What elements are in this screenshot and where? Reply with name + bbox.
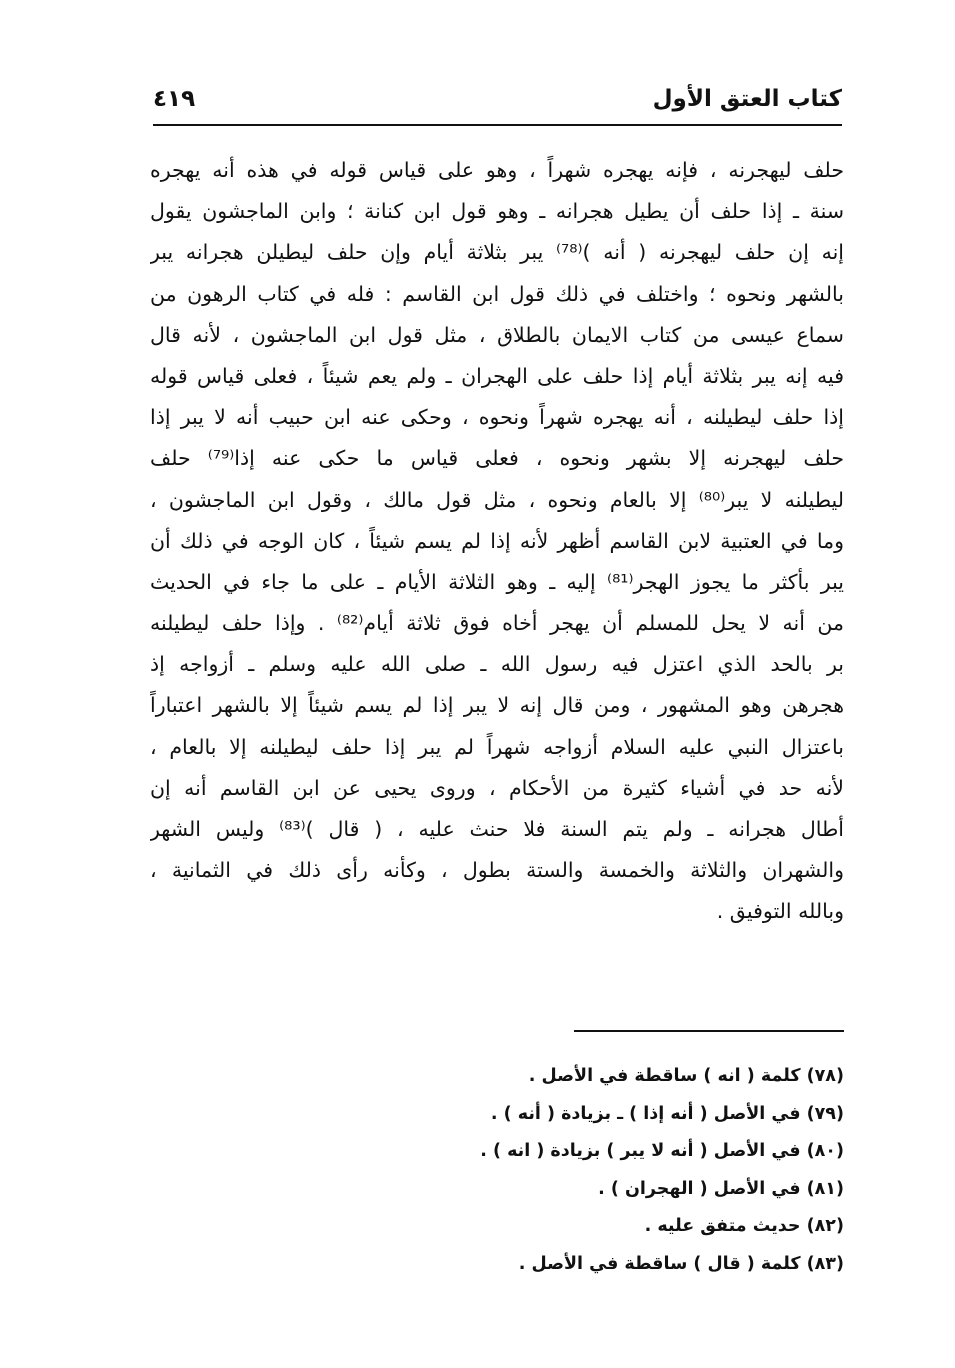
running-header-title: كتاب العتق الأول: [652, 86, 842, 112]
footnote: (٨٢) حديث متفق عليه .: [644, 1216, 844, 1236]
footnote: (٨٣) كلمة ( قال ) ساقطة في الأصل .: [518, 1253, 844, 1274]
text-line: أطال هجرانه ـ ولم يتم السنة فلا حنث عليه ، ( قال )⁽⁸³⁾ وليس الشهر: [150, 817, 844, 841]
footnote: (٨٠) في الأصل ( أنه لا يبر ) بزيادة ( انه ) .: [480, 1141, 844, 1161]
text-line: إنه إن حلف ليهجرنه ( أنه )⁽⁷⁸⁾ يبر بثلاثة أيام وإن حلف ليطيلن هجرانه يبر: [150, 240, 844, 265]
footnote: (٧٨) كلمة ( انه ) ساقطة في الأصل .: [528, 1066, 844, 1086]
page-number: ٤١٩: [153, 86, 196, 112]
header-divider: [153, 124, 842, 126]
text-line: حلف ليهجرنه ، فإنه يهجره شهراً ، وهو على قياس قوله في هذه أنه يهجره: [150, 158, 844, 182]
text-line: وبالله التوفيق .: [716, 899, 844, 924]
text-line: لأنه حد في أشياء كثيرة من الأحكام ، وروى يحيى عن ابن القاسم أنه إن: [150, 775, 844, 800]
text-line: ليطيلنه لا يبر⁽⁸⁰⁾ إلا بالعام ونحوه ، مثل قول مالك ، وقول ابن الماجشون ،: [150, 487, 844, 512]
text-line: وما في العتبية لابن القاسم أظهر لأنه إذا لم يسم شيئاً ، كان الوجه في ذلك أن: [150, 528, 844, 553]
text-line: حلف ليهجرنه إلا بشهر ونحوه ، فعلى قياس ما حكى عنه إذا⁽⁷⁹⁾ حلف: [150, 446, 844, 471]
text-line: بر بالحد الذي اعتزل فيه رسول الله ـ صلى الله عليه وسلم ـ أزواجه إذ: [150, 652, 844, 677]
text-line: إذا حلف ليطيلنه ، أنه يهجره شهراً ونحوه ، وحكى عنه ابن حبيب أنه لا يبر إذا: [150, 405, 844, 430]
text-line: سنة ـ إذا حلف أن يطيل هجرانه ـ وهو قول ابن كنانة ؛ وابن الماجشون يقول: [150, 199, 844, 224]
text-line: يبر بأكثر ما يجوز الهجر⁽⁸¹⁾ إليه ـ وهو الثلاثة الأيام ـ على ما جاء في الحديث: [150, 569, 844, 594]
text-line: بالشهر ونحوه ؛ واختلف في ذلك قول ابن القاسم : فله في كتاب الرهون من: [150, 281, 844, 306]
text-line: من أنه لا يحل للمسلم أن يهجر أخاه فوق ثلاثة أيام⁽⁸²⁾ . وإذا حلف ليطيلنه: [150, 611, 844, 636]
footnotes: [344, 1058, 844, 1283]
text-line: فيه إنه يبر بثلاثة أيام إذا حلف على الهجران ـ ولم يعم شيئاً ، فعلى قياس قوله: [150, 363, 844, 388]
text-line: باعتزال النبي عليه السلام أزواجه شهراً لم يبر إذا حلف ليطيلنه إلا بالعام ،: [150, 734, 844, 759]
footnote: (٧٩) في الأصل ( أنه إذا ) ـ بزيادة ( أنه ) .: [490, 1103, 844, 1124]
footnote: (٨١) في الأصل ( الهجران ) .: [598, 1178, 844, 1199]
text-line: سماع عيسى من كتاب الايمان بالطلاق ، مثل قول ابن الماجشون ، لأنه قال: [150, 322, 844, 347]
text-line: والشهران والثلاثة والخمسة والستة بطول ، وكأنه رأى ذلك في الثمانية ،: [150, 858, 844, 883]
footnote-divider: [574, 1030, 844, 1032]
main-text: [150, 150, 844, 933]
text-line: هجرهن وهو المشهور ، ومن قال إنه لا يبر إذا لم يسم شيئاً إلا بالشهر اعتباراً: [150, 693, 844, 718]
